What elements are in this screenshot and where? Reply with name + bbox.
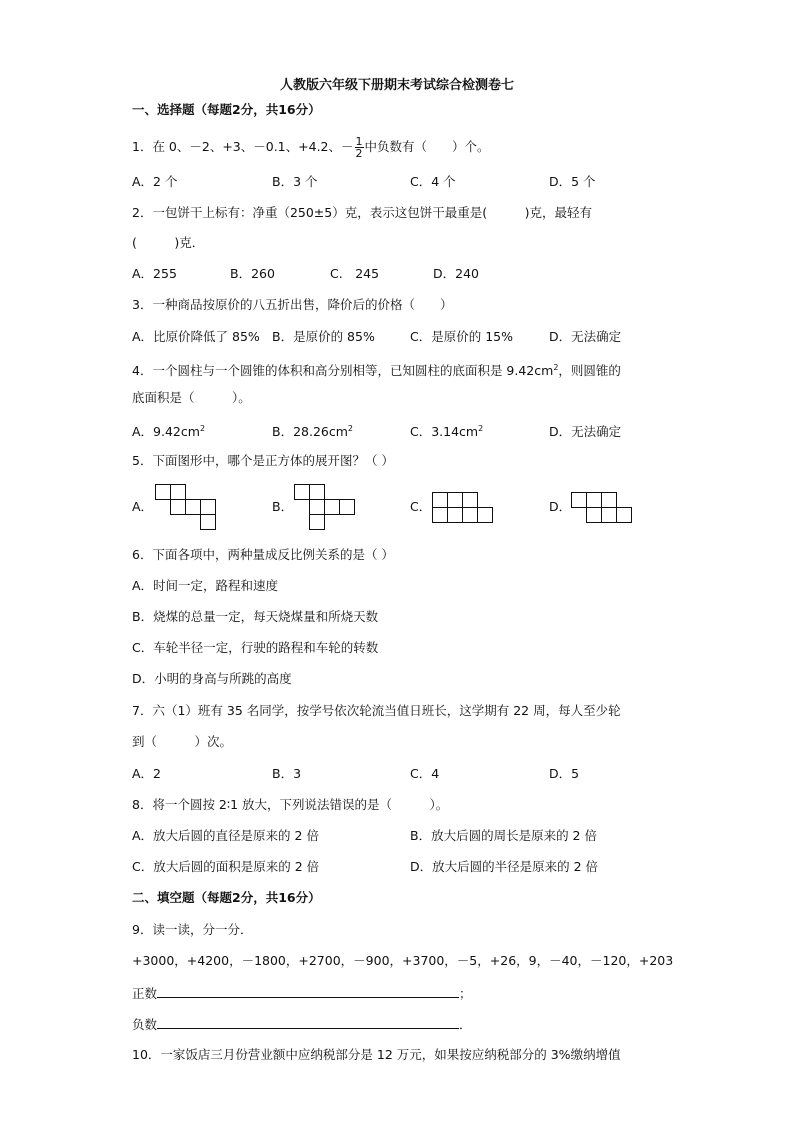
q1-post: 中负数有（ ）个。 (364, 139, 490, 154)
q4-option-a-label: A．9.42cm (132, 424, 200, 440)
q3-option-d[interactable]: D．无法确定 (549, 329, 622, 344)
q8-option-c[interactable]: C．放大后圆的面积是原来的 2 倍 (132, 859, 320, 874)
q3-option-a[interactable]: A．比原价降低了 85% (132, 329, 260, 344)
section1-heading: 一、选择题（每题2分，共16分） (132, 102, 321, 117)
q9-positive-label: 正数 (132, 986, 158, 1001)
q7-option-a[interactable]: A．2 (132, 766, 162, 781)
q5-option-b[interactable]: B． (272, 499, 294, 514)
q9-negative-row (132, 1016, 472, 1033)
q1-option-c[interactable]: C．4 个 (410, 174, 456, 189)
q9-positive-end: ； (459, 986, 472, 1001)
q9-stem: 9．读一读，分一分． (132, 922, 253, 937)
q5-net-d-figure (571, 492, 635, 524)
q2-stem-line1: 2．一包饼干上标有：净重（250±5）克，表示这包饼干最重是( )克，最轻有 (132, 205, 592, 220)
q5-net-c-figure (432, 492, 496, 524)
q1-option-b[interactable]: B．3 个 (272, 174, 318, 189)
q9-positive-answer-blank[interactable] (157, 985, 459, 998)
q5-net-a-figure (155, 484, 219, 532)
q4-option-d[interactable] (549, 421, 621, 440)
q1-option-d[interactable]: D．5 个 (549, 174, 596, 189)
q1-frac-den: 2 (355, 147, 363, 160)
q5-option-a[interactable]: A． (132, 499, 154, 514)
q4-option-a-sup: 2 (199, 424, 206, 433)
q1-frac-num: 1 (355, 135, 363, 148)
q4-stem-line2: 底面积是（ ）。 (132, 390, 251, 405)
q8-option-b[interactable]: B．放大后圆的周长是原来的 2 倍 (410, 828, 597, 843)
q3-option-c[interactable]: C．是原价的 15% (410, 329, 513, 344)
q9-negative-label: 负数 (132, 1017, 158, 1032)
q5-stem: 5．下面图形中，哪个是正方体的展开图？（ ） (132, 453, 394, 468)
q4-option-c[interactable] (410, 421, 483, 440)
q7-stem-line1: 7．六（1）班有 35 名同学，按学号依次轮流当值日班长，这学期有 22 周，每人至少轮 (132, 703, 621, 718)
q5-option-d[interactable]: D． (549, 499, 572, 514)
q7-option-c[interactable]: C．4 (410, 766, 440, 781)
q6-option-a[interactable]: A．时间一定，路程和速度 (132, 578, 279, 593)
q2-option-a[interactable]: A．255 (132, 266, 177, 281)
q8-stem: 8．将一个圆按 2∶1 放大，下列说法错误的是（ ）。 (132, 797, 449, 812)
q4-option-c-sup: 2 (478, 424, 484, 433)
q10-stem-line1: 10．一家饭店三月份营业额中应纳税部分是 12 万元，如果按应纳税部分的 3%缴纳增值 (132, 1047, 621, 1062)
q4-line1-pre: 4．一个圆柱与一个圆锥的体积和高分别相等，已知圆柱的底面积是 9.42cm (132, 363, 554, 379)
q2-option-d[interactable]: D．240 (433, 266, 479, 281)
q8-option-a[interactable]: A．放大后圆的直径是原来的 2 倍 (132, 828, 319, 843)
q4-option-b[interactable] (272, 421, 353, 440)
q7-option-b[interactable]: B．3 (272, 766, 302, 781)
q9-negative-end: ． (459, 1017, 472, 1032)
q7-stem-line2: 到（ ）次。 (132, 734, 233, 749)
q2-option-b[interactable]: B．260 (230, 266, 275, 281)
q4-stem-line1 (132, 360, 621, 379)
q3-option-b[interactable]: B．是原价的 85% (272, 329, 375, 344)
q4-option-b-label: B．28.26cm (272, 424, 348, 440)
q3-stem: 3．一种商品按原价的八五折出售，降价后的价格（ ） (132, 297, 453, 312)
q4-option-d-label: D．无法确定 (549, 424, 622, 440)
q4-line1-post: ，则圆锥的 (558, 363, 621, 379)
q6-option-d[interactable]: D．小明的身高与所跳的高度 (132, 671, 292, 686)
q1-stem (132, 136, 490, 159)
q4-option-a[interactable] (132, 421, 205, 440)
q6-stem: 6．下面各项中，两种量成反比例关系的是（ ） (132, 547, 394, 562)
q2-option-c[interactable]: C. 245 (330, 266, 380, 281)
q5-option-c[interactable]: C． (410, 499, 432, 514)
q1-pre: 1．在 0、－2、+3、－0.1、+4.2、－ (132, 139, 354, 154)
q6-option-c[interactable]: C．车轮半径一定，行驶的路程和车轮的转数 (132, 640, 379, 655)
q9-positive-row (132, 985, 472, 1002)
q4-line1-sup: 2 (553, 363, 559, 372)
q9-negative-answer-blank[interactable] (157, 1016, 459, 1029)
q1-fraction (355, 136, 364, 159)
q9-numbers: +3000，+4200，－1800，+2700，－900，+3700，－5，+26，9，－40，－120，+203 (132, 953, 674, 968)
q7-option-d[interactable]: D．5 (549, 766, 580, 781)
q5-net-b-figure (294, 484, 358, 532)
q4-option-b-sup: 2 (347, 424, 354, 433)
q6-option-b[interactable]: B．烧煤的总量一定，每天烧煤量和所烧天数 (132, 609, 379, 624)
q2-stem-line2: ( )克． (132, 235, 205, 250)
section2-heading: 二、填空题（每题2分，共16分） (132, 890, 321, 905)
q1-option-a[interactable]: A．2 个 (132, 174, 178, 189)
q8-option-d[interactable]: D．放大后圆的半径是原来的 2 倍 (410, 859, 599, 874)
exam-title: 人教版六年级下册期末考试综合检测卷七 (279, 78, 514, 93)
q4-option-c-label: C．3.14cm (410, 424, 479, 440)
